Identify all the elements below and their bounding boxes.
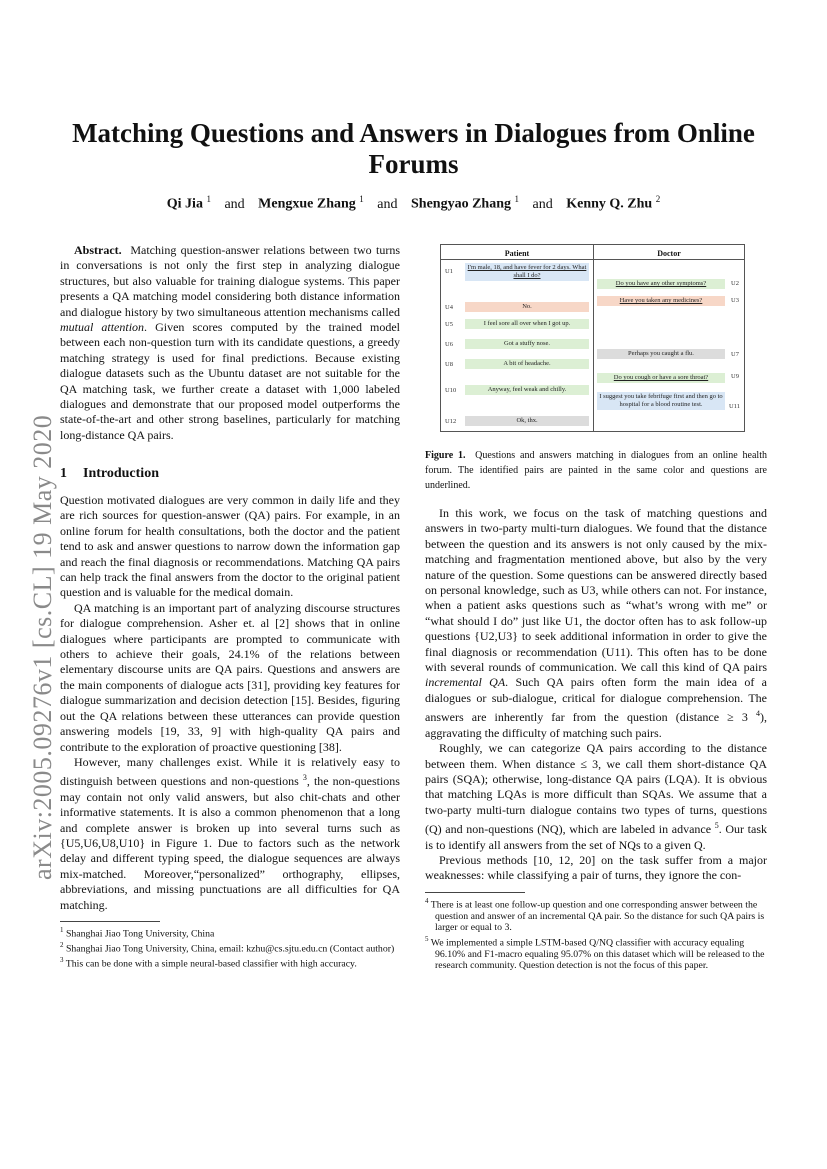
footnote — [60, 955, 400, 970]
turn-id: U3 — [731, 297, 739, 304]
section-title: Introduction — [83, 466, 159, 481]
footnote — [425, 896, 767, 934]
intro-paragraph — [425, 741, 767, 853]
turn-bubble-u4: No. — [465, 302, 589, 312]
turn-id: U4 — [445, 304, 453, 311]
footnote-ref: 3 — [302, 773, 307, 783]
footnote-text: Shanghai Jiao Tong University, China — [65, 928, 215, 940]
author-name: Mengxue Zhang — [258, 196, 356, 212]
intro-paragraph: Previous methods [10, 12, 20] on the task suffer from a major weaknesses: while classifying a pair of turns, they ignore the con- — [425, 852, 767, 883]
paragraph-text: . Such QA pairs often form the main idea of a dialogues or sub-dialogue, critical for dialogue comprehension. The answers are inherently far from the question (distance ≥ 3 — [425, 675, 767, 725]
author-name: Shengyao Zhang — [411, 196, 511, 212]
turn-id: U5 — [445, 321, 453, 328]
intro-paragraph: Question motivated dialogues are very common in daily life and they are rich sources for question-answer (QA) pairs. For example, in an online forum for health consultations, both the doctor and the patient tend to ask and answer questions to narrow down the information gap and reach the final diagnosis or recommendations. Matching QA pairs can help track the final answers from the doctor to the original patient question and is valuable for the medical domain. — [60, 493, 400, 600]
figure-header-rule — [441, 259, 744, 260]
intro-paragraph — [425, 506, 767, 741]
figure-divider — [593, 245, 594, 431]
section-number: 1 — [60, 466, 67, 481]
turn-bubble-u5: I feel sore all over when I got up. — [465, 319, 589, 329]
turn-bubble-u2: Do you have any other symptoms? — [597, 279, 725, 289]
intro-right-column — [425, 506, 767, 972]
footnote — [60, 940, 400, 955]
author-affiliation: 2 — [655, 194, 661, 204]
footnote-ref: 5 — [714, 821, 719, 831]
footnote-mark: 4 — [425, 896, 429, 905]
footnote — [425, 934, 767, 972]
footnotes-left — [60, 925, 400, 970]
paper-title: Matching Questions and Answers in Dialogues from Online Forums — [72, 118, 755, 179]
paragraph-text: Roughly, we can categorize QA pairs according to the distance between them. When distance ≤ 3, we call them short-distance QA pairs (SQA); otherwise, long-distance QA pairs (LQA). It is obvious that matching LQAs is more difficult than SQAs. We assume that a two-party multi-turn dialogue contains two types of turns, questions (Q) and non-questions (NQ), which are labeled in advance — [425, 741, 767, 837]
section-heading — [60, 466, 159, 482]
abstract-text: Matching question-answer relations between two turns in conversations is not only the first step in analyzing dialogue structures, but also valuable for training dialogue systems. This paper presents a QA matching model considering both distance information and dialogue history by two simultaneous attention mechanisms called — [60, 243, 400, 319]
author-separator: and — [377, 196, 398, 212]
paragraph-text: . Our task is to identify all answers from the set of NQs to a given Q. — [425, 822, 767, 852]
turn-id: U1 — [445, 268, 453, 275]
abstract-emphasis: mutual attention — [60, 320, 145, 335]
turn-id: U12 — [445, 418, 457, 425]
turn-bubble-u9: Do you cough or have a sore throat? — [597, 373, 725, 383]
dialogue-figure — [440, 244, 745, 432]
author-affiliation: 1 — [359, 194, 364, 204]
footnotes-right — [425, 896, 767, 972]
footnote-text: This can be done with a simple neural-based classifier with high accuracy. — [65, 957, 357, 969]
footnote-mark: 2 — [60, 940, 64, 949]
turn-bubble-u12: Ok, thx. — [465, 416, 589, 426]
footnote — [60, 925, 400, 940]
intro-paragraph: QA matching is an important part of analyzing discourse structures for dialogue comprehension. Asher et. al [2] shows that in online dialogues where participants are prompted to communicate with others to achieve their goals, 24.1% of the relations between elementary discourse units are QA pairs. Questions and answers are the main components of dialogue acts [31], providing key features for dialogue summarization and decision detection [15]. Besides, figuring out the QA relations between these utterances can provide question answering models [19, 33, 9] with high-quality QA pairs and contribute to the exploration of proactive questioning [38]. — [60, 600, 400, 754]
turn-bubble-u1: I'm male, 18, and have fever for 2 days. What shall I do? — [465, 263, 589, 281]
turn-id: U10 — [445, 387, 457, 394]
turn-id: U8 — [445, 361, 453, 368]
footnote-text: We implemented a simple LSTM-based Q/NQ classifier with accuracy equaling 96.10% and F1-macro equaling 95.07% on this dataset which will be released to the research community. Question detection is not the focus of this paper. — [430, 937, 765, 972]
intro-left-column — [60, 493, 400, 970]
turn-bubble-u3: Have you taken any medicines? — [597, 296, 725, 306]
turn-bubble-u6: Got a stuffy nose. — [465, 339, 589, 349]
turn-id: U9 — [731, 373, 739, 380]
caption-text: Questions and answers matching in dialogues from an online health forum. The identified pairs are painted in the same color and questions are underlined. — [425, 450, 767, 491]
abstract-label: Abstract. — [74, 243, 122, 257]
footnote-text: Shanghai Jiao Tong University, China, email: kzhu@cs.sjtu.edu.cn (Contact author) — [65, 943, 395, 955]
footnote-mark: 3 — [60, 955, 64, 964]
author-affiliation: 1 — [514, 194, 519, 204]
doctor-header: Doctor — [657, 249, 681, 258]
turn-id: U6 — [445, 341, 453, 348]
turn-id: U2 — [731, 280, 739, 287]
turn-bubble-u7: Perhaps you caught a flu. — [597, 349, 725, 359]
intro-paragraph — [60, 755, 400, 913]
footnote-rule — [425, 892, 525, 893]
paragraph-emphasis: incremental QA — [425, 675, 506, 690]
footnote-text: There is at least one follow-up question and one corresponding answer between the question and answer of an incremental QA pair. So the distance for such QA pairs is larger or equal to 3. — [430, 899, 765, 934]
patient-header: Patient — [504, 249, 530, 258]
paragraph-text: ), aggravating the difficulty of matching such pairs. — [425, 710, 767, 740]
paragraph-text: In this work, we focus on the task of matching questions and answers in two-party multi-turn dialogues. We found that the distance between the question and its answers is not only caused by the mix-matching and fragmentation mentioned above, but also by the very nature of the question. Some questions can be answered directly based on personal knowledge, such as U3, while others can not. For instance, when a patient asks questions such as “what’s wrong with me” or “what should I do” just like U1, the doctor often has to ask follow-up questions {U2,U3} to seek additional information in order to give the final diagnosis or recommendation (U11). This often has to be done with several rounds of communication. We call this kind of QA pairs — [425, 506, 767, 675]
figure-caption — [425, 448, 767, 493]
turn-bubble-u10: Anyway, feel weak and chilly. — [465, 385, 589, 395]
turn-id: U7 — [731, 351, 739, 358]
footnote-mark: 1 — [60, 925, 64, 934]
author-name: Kenny Q. Zhu — [566, 196, 653, 212]
author-separator: and — [224, 196, 245, 212]
arxiv-identifier: arXiv:2005.09276v1 [cs.CL] 19 May 2020 — [28, 414, 57, 880]
turn-bubble-u11: I suggest you take febrifuge first and then go to hospital for a blood routine test. — [597, 392, 725, 410]
author-separator: and — [532, 196, 553, 212]
turn-id: U11 — [729, 403, 740, 410]
footnote-mark: 5 — [425, 934, 429, 943]
paragraph-text: , the non-questions may contain not only valid answers, but also chit-chats and other informative statements. It is also a common phenomenon that a long and complete answer is broken up into several turns such as {U5,U6,U8,U10} in Figure 1. Due to factors such as the network delay and different typing speed, the dialogue sequences are always mix-matched. Moreover,“personalized” orthography, ellipses, abbreviations, and missing punctuations are all difficulties for QA matching. — [60, 774, 400, 912]
turn-bubble-u8: A bit of headache. — [465, 359, 589, 369]
author-line — [60, 194, 767, 213]
abstract — [60, 243, 400, 443]
author-affiliation: 1 — [206, 194, 211, 204]
footnote-rule — [60, 921, 160, 922]
footnote-ref: 4 — [756, 709, 760, 719]
paragraph-text: However, many challenges exist. While it is relatively easy to distinguish between questions and non-questions — [60, 754, 400, 789]
author-name: Qi Jia — [166, 196, 203, 212]
abstract-text: . Given scores computed by the trained model between each non-question turn with its candidate questions, a greedy matching strategy is used for final predictions. Because existing dialogue datasets such as the Ubuntu dataset are not suitable for the QA matching task, we further create a dataset with 1,000 labeled dialogues and demonstrate that our proposed model outperforms the state-of-the-art and other strong baselines, particularly for matching long-distance QA pairs. — [60, 320, 400, 442]
caption-label: Figure 1. — [425, 450, 466, 461]
